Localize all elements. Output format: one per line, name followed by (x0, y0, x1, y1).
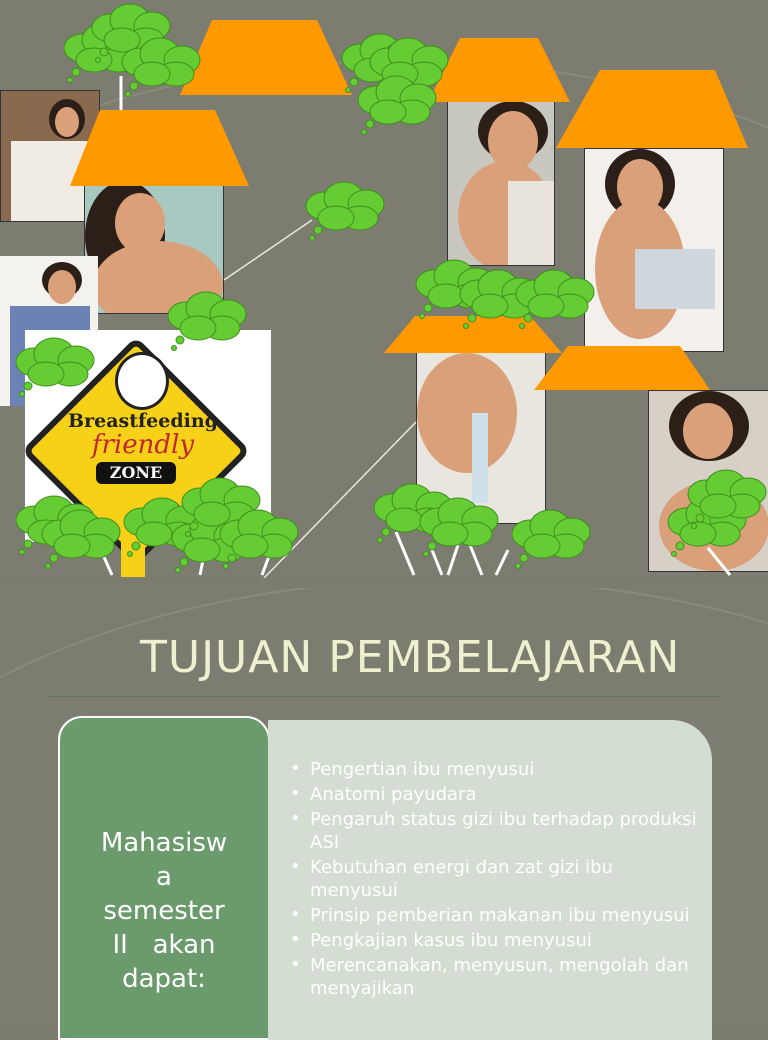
objective-line: dapat: (122, 964, 206, 994)
page-title: TUJUAN PEMBELAJARAN (140, 632, 681, 683)
topic-item: • Anatomi payudara (290, 783, 700, 806)
sign-line-1: Breastfeeding (68, 410, 218, 432)
topic-item: • Prinsip pemberian makanan ibu menyusui (290, 904, 700, 927)
objective-line: Mahasisw (100, 828, 228, 858)
topic-item: • Kebutuhan energi dan zat gizi ibu menyusui (290, 856, 700, 902)
objective-line: semester (103, 896, 225, 926)
sign-line-2: friendly (91, 430, 195, 460)
title-divider (48, 696, 720, 697)
objective-line: a (156, 862, 172, 892)
sign-zone-label: ZONE (96, 462, 176, 484)
topic-list (290, 758, 700, 1002)
objective-text (58, 826, 270, 996)
topic-item: • Pengaruh status gizi ibu terhadap produksi ASI (290, 808, 700, 854)
topic-item: • Pengertian ibu menyusui (290, 758, 700, 781)
topic-item: • Merencanakan, menyusun, mengolah dan menyajikan (290, 954, 700, 1000)
topic-item: • Pengkajian kasus ibu menyusui (290, 929, 700, 952)
objective-line: II akan (112, 930, 216, 960)
